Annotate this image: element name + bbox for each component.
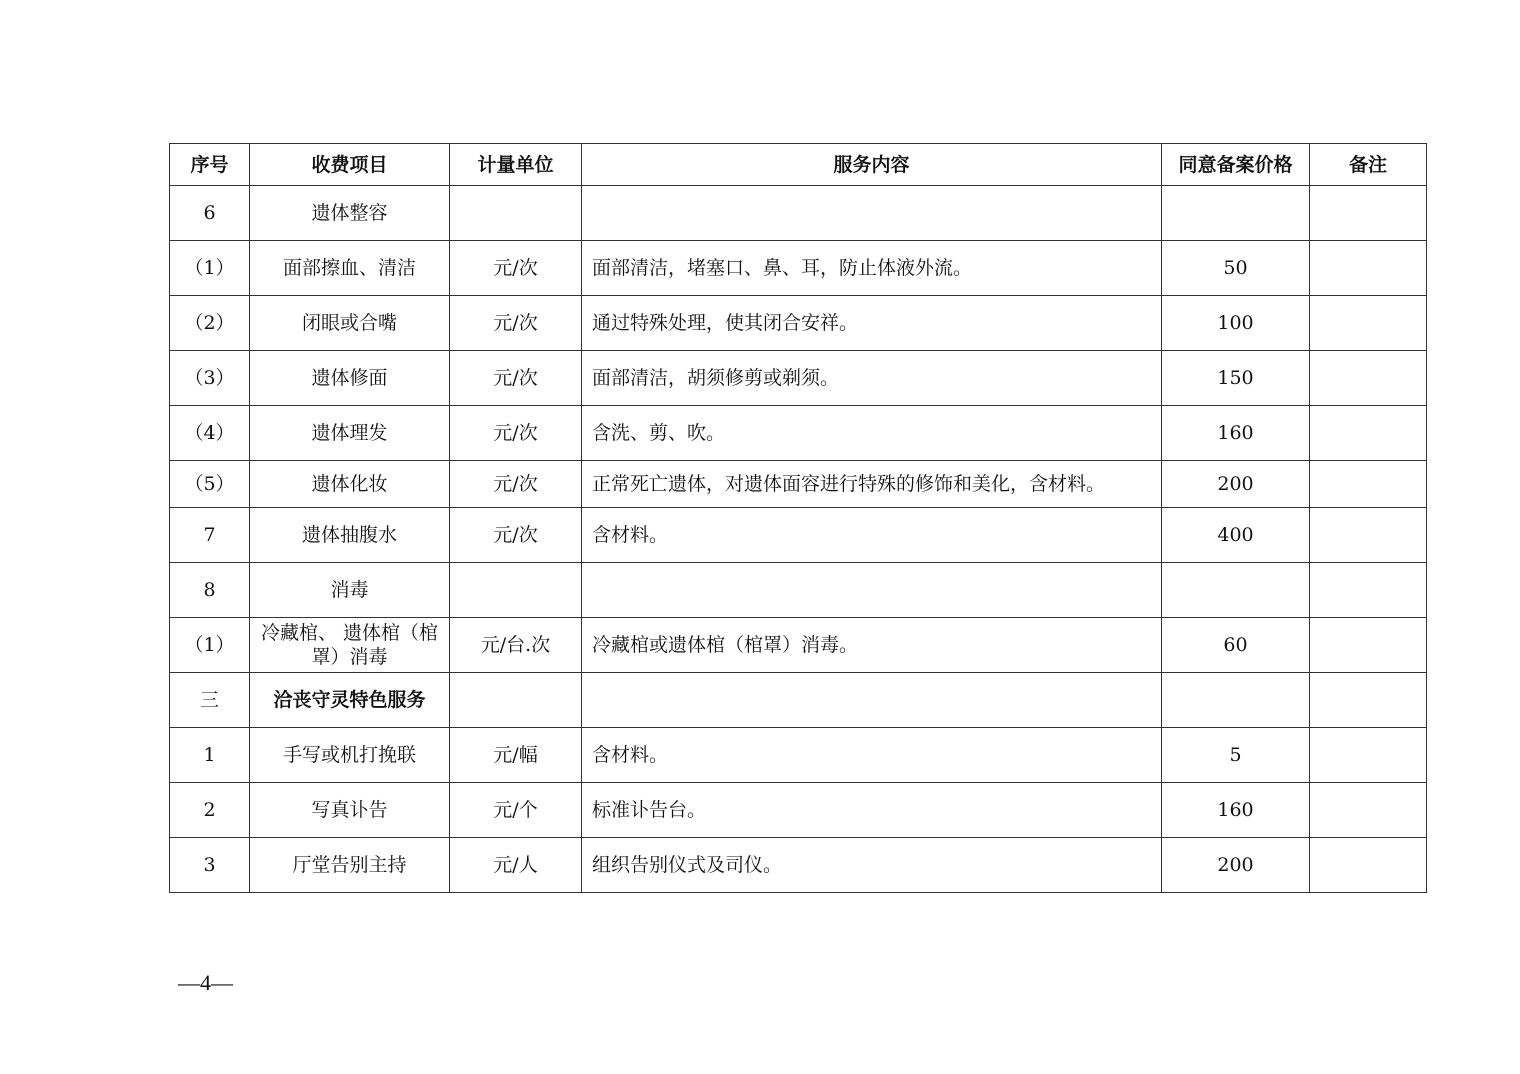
cell-no: 8 — [170, 563, 250, 618]
cell-unit: 元/次 — [450, 351, 582, 406]
cell-price: 100 — [1162, 296, 1310, 351]
cell-content — [582, 186, 1162, 241]
cell-no: 1 — [170, 728, 250, 783]
cell-content: 面部清洁，胡须修剪或剃须。 — [582, 351, 1162, 406]
table-row — [170, 186, 1427, 241]
table-row — [170, 673, 1427, 728]
cell-no: 7 — [170, 508, 250, 563]
table-row — [170, 728, 1427, 783]
fee-table — [169, 143, 1427, 893]
cell-price — [1162, 673, 1310, 728]
cell-no: 3 — [170, 838, 250, 893]
cell-item: 遗体化妆 — [250, 461, 450, 508]
cell-item: 冷藏棺、 遗体棺（棺罩）消毒 — [250, 618, 450, 673]
cell-note — [1310, 838, 1427, 893]
table-row — [170, 296, 1427, 351]
cell-price: 160 — [1162, 406, 1310, 461]
table-row — [170, 838, 1427, 893]
cell-item: 闭眼或合嘴 — [250, 296, 450, 351]
cell-note — [1310, 618, 1427, 673]
cell-no: （3） — [170, 351, 250, 406]
cell-item: 厅堂告别主持 — [250, 838, 450, 893]
cell-unit: 元/次 — [450, 508, 582, 563]
cell-content: 标准讣告台。 — [582, 783, 1162, 838]
cell-content: 正常死亡遗体，对遗体面容进行特殊的修饰和美化，含材料。 — [582, 461, 1162, 508]
cell-note — [1310, 673, 1427, 728]
cell-unit: 元/次 — [450, 241, 582, 296]
cell-note — [1310, 783, 1427, 838]
header-item: 收费项目 — [250, 144, 450, 186]
cell-unit: 元/次 — [450, 461, 582, 508]
header-content: 服务内容 — [582, 144, 1162, 186]
cell-item: 消毒 — [250, 563, 450, 618]
cell-price — [1162, 186, 1310, 241]
table-row — [170, 783, 1427, 838]
cell-unit: 元/幅 — [450, 728, 582, 783]
cell-content — [582, 673, 1162, 728]
cell-note — [1310, 508, 1427, 563]
cell-no: （1） — [170, 618, 250, 673]
cell-note — [1310, 563, 1427, 618]
cell-price: 60 — [1162, 618, 1310, 673]
cell-item: 遗体抽腹水 — [250, 508, 450, 563]
cell-item: 遗体理发 — [250, 406, 450, 461]
table-row — [170, 618, 1427, 673]
header-price: 同意备案价格 — [1162, 144, 1310, 186]
cell-note — [1310, 728, 1427, 783]
cell-price: 5 — [1162, 728, 1310, 783]
cell-item: 遗体修面 — [250, 351, 450, 406]
cell-note — [1310, 296, 1427, 351]
table-row — [170, 563, 1427, 618]
cell-note — [1310, 241, 1427, 296]
cell-price: 200 — [1162, 838, 1310, 893]
table-row — [170, 406, 1427, 461]
cell-no: （1） — [170, 241, 250, 296]
cell-item: 手写或机打挽联 — [250, 728, 450, 783]
cell-unit: 元/次 — [450, 296, 582, 351]
cell-no: （4） — [170, 406, 250, 461]
cell-content: 冷藏棺或遗体棺（棺罩）消毒。 — [582, 618, 1162, 673]
cell-note — [1310, 461, 1427, 508]
table-row — [170, 508, 1427, 563]
table-row — [170, 351, 1427, 406]
cell-unit — [450, 673, 582, 728]
cell-no: 2 — [170, 783, 250, 838]
cell-content: 组织告别仪式及司仪。 — [582, 838, 1162, 893]
cell-note — [1310, 406, 1427, 461]
cell-unit: 元/台.次 — [450, 618, 582, 673]
cell-unit — [450, 563, 582, 618]
cell-no: （5） — [170, 461, 250, 508]
cell-unit — [450, 186, 582, 241]
cell-content: 面部清洁，堵塞口、鼻、耳，防止体液外流。 — [582, 241, 1162, 296]
header-unit: 计量单位 — [450, 144, 582, 186]
cell-no: 三 — [170, 673, 250, 728]
table-header-row — [170, 144, 1427, 186]
cell-item: 遗体整容 — [250, 186, 450, 241]
cell-price: 150 — [1162, 351, 1310, 406]
page-number: —4— — [178, 970, 233, 995]
cell-note — [1310, 351, 1427, 406]
cell-unit: 元/次 — [450, 406, 582, 461]
cell-content: 通过特殊处理，使其闭合安祥。 — [582, 296, 1162, 351]
cell-price: 400 — [1162, 508, 1310, 563]
header-note: 备注 — [1310, 144, 1427, 186]
cell-item: 写真讣告 — [250, 783, 450, 838]
cell-no: 6 — [170, 186, 250, 241]
cell-item: 面部擦血、清洁 — [250, 241, 450, 296]
cell-content: 含材料。 — [582, 508, 1162, 563]
cell-price: 50 — [1162, 241, 1310, 296]
table-row — [170, 241, 1427, 296]
cell-no: （2） — [170, 296, 250, 351]
table-row — [170, 461, 1427, 508]
cell-price: 200 — [1162, 461, 1310, 508]
cell-unit: 元/人 — [450, 838, 582, 893]
cell-item: 洽丧守灵特色服务 — [250, 673, 450, 728]
cell-note — [1310, 186, 1427, 241]
cell-unit: 元/个 — [450, 783, 582, 838]
cell-content: 含材料。 — [582, 728, 1162, 783]
cell-price: 160 — [1162, 783, 1310, 838]
header-no: 序号 — [170, 144, 250, 186]
cell-content — [582, 563, 1162, 618]
cell-price — [1162, 563, 1310, 618]
cell-content: 含洗、剪、吹。 — [582, 406, 1162, 461]
